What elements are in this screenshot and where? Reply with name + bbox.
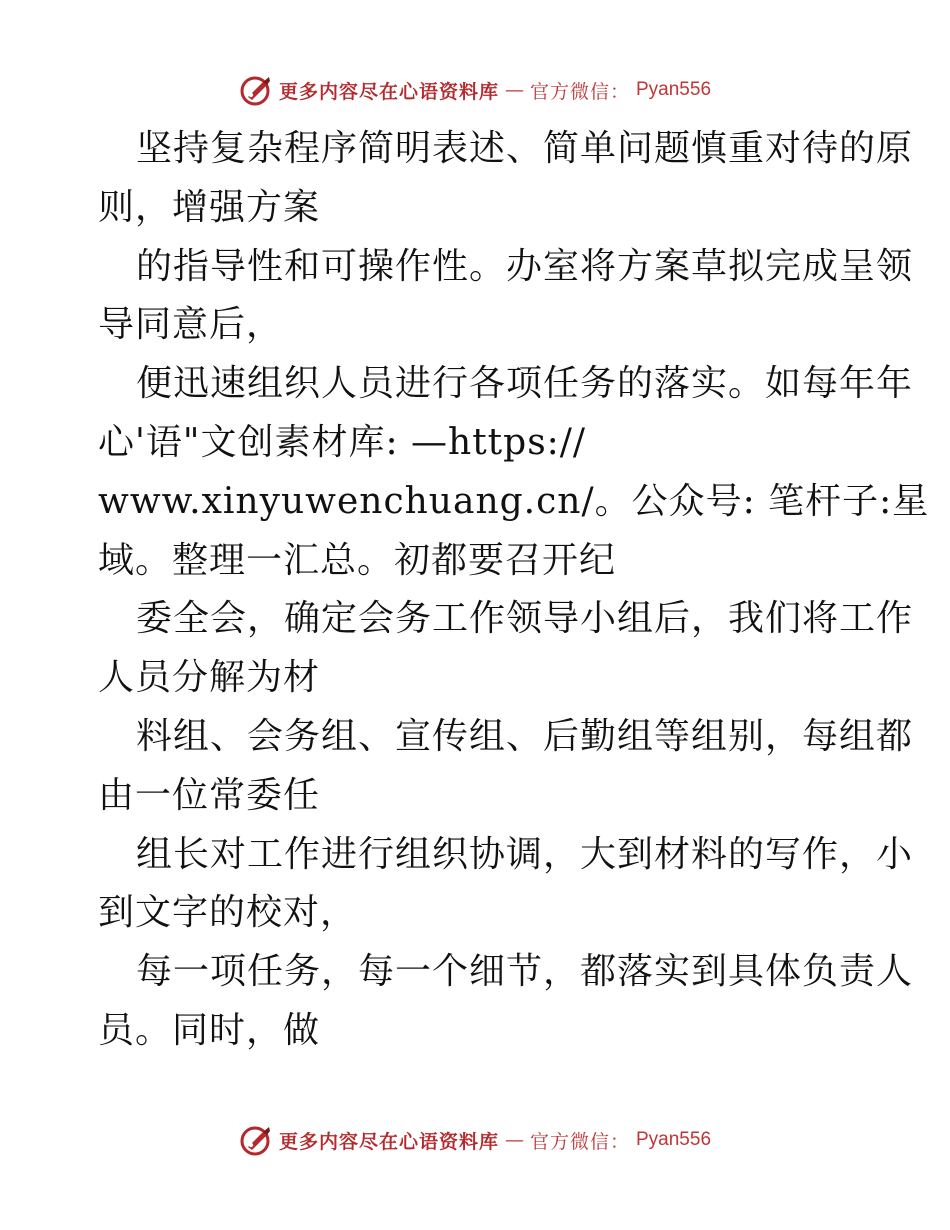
body-line-1: 坚持复杂程序简明表述、简单问题慎重对待的原 [136,128,914,169]
pen-logo-icon [239,73,273,107]
footer-wechat-id: Pyan556 [636,1129,712,1150]
body-line-9: 委全会，确定会务工作领导小组后，我们将工作 [136,598,914,640]
header-banner [0,72,950,108]
footer-wechat-label: 官方微信： [529,1130,630,1153]
body-line-16: 员。同时，做 [98,1009,321,1051]
body-line-6: 心'语"文创素材库: —https:// [98,421,587,463]
footer-separator: — [504,1129,524,1151]
header-brand: 更多内容尽在心语资料库 [278,80,499,103]
header-separator: — [504,79,524,101]
document-body [98,120,930,1061]
body-line-11: 料组、会务组、宣传组、后勤组等组别，每组都 [136,715,914,757]
body-line-2: 则，增强方案 [98,186,321,228]
body-line-5: 便迅速组织人员进行各项任务的落实。如每年年 [136,363,914,405]
body-line-8: 域。整理一汇总。初都要召开纪 [98,539,617,581]
body-line-14: 到文字的校对， [98,892,358,934]
footer-banner [0,1122,950,1158]
body-line-7: www.xinyuwenchuang.cn/。公众号: 笔杆子:星 [98,480,930,522]
footer-brand: 更多内容尽在心语资料库 [278,1130,499,1153]
header-wechat-id: Pyan556 [636,79,712,100]
header-wechat-label: 官方微信： [529,80,630,103]
body-line-4: 导同意后， [98,304,284,346]
body-line-12: 由一位常委任 [98,774,321,816]
body-line-13: 组长对工作进行组织协调，大到材料的写作，小 [136,833,914,875]
pen-logo-icon [239,1123,273,1157]
body-line-15: 每一项任务，每一个细节，都落实到具体负责人 [136,951,914,993]
body-line-3: 的指导性和可操作性。办室将方案草拟完成呈领 [136,245,914,287]
body-line-10: 人员分解为材 [98,657,321,699]
